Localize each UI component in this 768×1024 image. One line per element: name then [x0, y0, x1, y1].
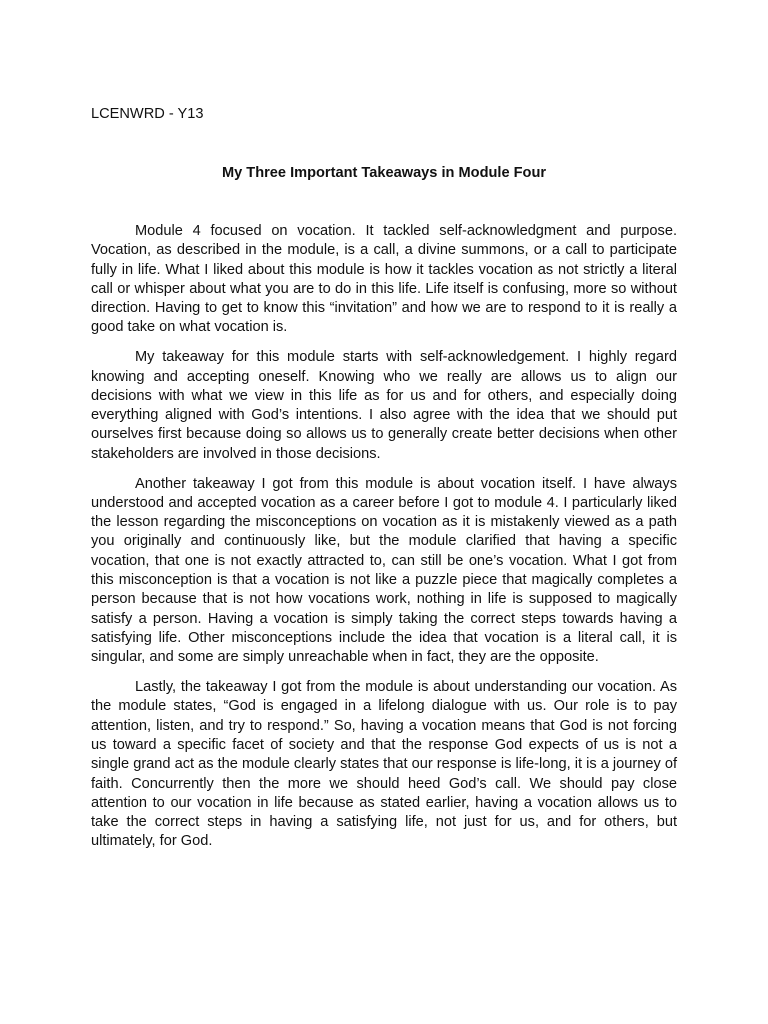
paragraph-2: My takeaway for this module starts with self-acknowledgement. I highly regard knowing and accepting oneself. Knowing who we really are allows us to align our decisions with what we view in this life as for us and for others, and especially doing everything aligned with God’s intentions. I also agree with the idea that we should put ourselves first because doing so allows us to generally create better decisions when other stakeholders are involved in those decisions. — [91, 349, 677, 462]
document-body — [91, 222, 677, 862]
paragraph-1: Module 4 focused on vocation. It tackled self-acknowledgment and purpose. Vocation, as described in the module, is a call, a divine summons, or a call to participate fully in life. What I liked about this module is how it tackles vocation as not strictly a literal call or whisper about what you are to do in this life. Life itself is confusing, more so without direction. Having to get to know this “invitation” and how we are to respond to it is really a good take on what vocation is. — [91, 223, 677, 336]
paragraph-4: Lastly, the takeaway I got from the module is about understanding our vocation. As the module states, “God is engaged in a lifelong dialogue with us. Our role is to pay attention, listen, and try to respond.” So, having a vocation means that God is not forcing us toward a specific facet of society and that the response God expects of us is not a single grand act as the module clearly states that our response is life-long, it is a journey of faith. Concurrently then the more we should heed God’s call. We should pay close attention to our vocation in life because as stated earlier, having a vocation allows us to take the correct steps in having a satisfying life, not just for us, and for others, but ultimately, for God. — [91, 679, 677, 850]
paragraph-3: Another takeaway I got from this module is about vocation itself. I have always understood and accepted vocation as a career before I got to module 4. I particularly liked the lesson regarding the misconceptions on vocation as it is mistakenly viewed as a path you originally and continuously like, but the module clarified that having a specific vocation, that one is not exactly attracted to, can still be one’s vocation. What I got from this misconception is that a vocation is not like a puzzle piece that magically completes a person because that is not how vocations work, nothing in life is supposed to magically satisfy a person. Having a vocation is simply taking the correct steps towards having a satisfying life. Other misconceptions include the idea that vocation is a literal call, it is singular, and some are simply unreachable when in fact, they are the opposite. — [91, 475, 677, 666]
header-code: LCENWRD - Y13 — [91, 106, 204, 122]
page-title: My Three Important Takeaways in Module Four — [221, 165, 547, 181]
